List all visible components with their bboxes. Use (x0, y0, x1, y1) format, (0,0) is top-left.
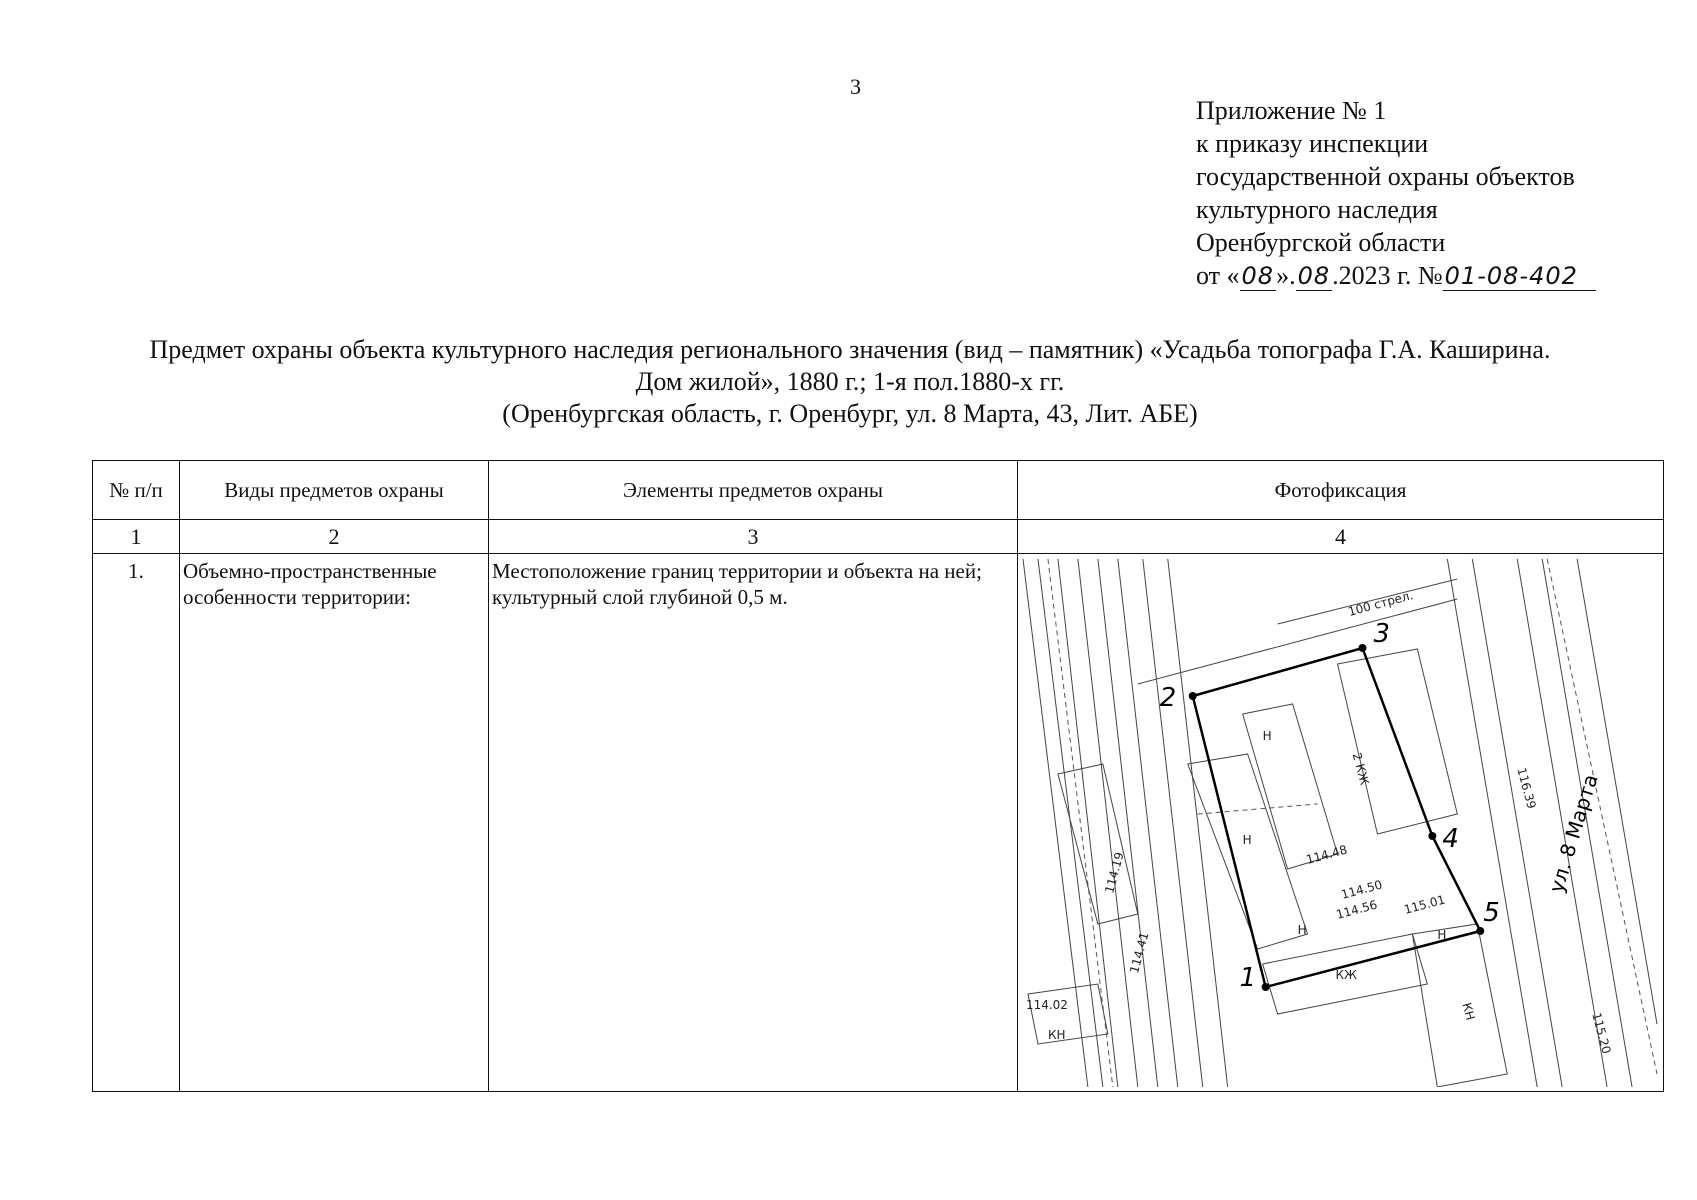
row-number: 1. (93, 554, 180, 1092)
element-item: культурный слой глубиной 0,5 м. (492, 585, 788, 609)
map-label: Н (1242, 832, 1252, 848)
map-label: Н (1297, 922, 1307, 938)
map-label: 114.50 (1339, 877, 1384, 902)
column-number: 4 (1018, 520, 1664, 554)
map-label: Н (1262, 728, 1272, 744)
column-number: 1 (93, 520, 180, 554)
page-number: 3 (850, 74, 861, 99)
order-month: 08 (1297, 262, 1331, 290)
protection-type: Объемно-пространственные особенности территории: (180, 554, 489, 1092)
boundary-point: 3 (1373, 618, 1390, 650)
map-label: 114.56 (1334, 897, 1379, 922)
column-number: 3 (489, 520, 1018, 554)
header-photo: Фотофиксация (1018, 461, 1664, 520)
map-label: Н (1437, 927, 1447, 943)
title-line: Предмет охраны объекта культурного наследия регионального значения (вид – памятник) «Усадьба топографа Г.А. Каширина. (149, 335, 1551, 364)
boundary-point: 2 (1159, 682, 1177, 714)
header-elements: Элементы предметов охраны (489, 461, 1018, 520)
appendix-block (1196, 94, 1596, 293)
table-row (93, 554, 1664, 1092)
order-year: .2023 г. № (1332, 261, 1443, 290)
map-label: КН (1459, 1001, 1478, 1022)
title-line: (Оренбургская область, г. Оренбург, ул. 8 Марта, 43, Лит. АБЕ) (502, 399, 1198, 428)
map-label: 100 стрел. (1346, 588, 1415, 619)
order-day: 08 (1241, 262, 1275, 290)
map-label: 114.02 (1025, 997, 1068, 1013)
header-type: Виды предметов охраны (180, 461, 489, 520)
map-label: 114.19 (1102, 850, 1127, 895)
date-mid: ». (1276, 261, 1296, 290)
header-number: № п/п (93, 461, 180, 520)
table-header-row (93, 461, 1664, 520)
appendix-line: Оренбургской области (1196, 228, 1446, 257)
map-label: 115.20 (1589, 1011, 1614, 1056)
map-label: 116.39 (1514, 766, 1539, 811)
document-title (60, 334, 1640, 430)
boundary-point: 1 (1239, 962, 1257, 994)
protection-subject-table (92, 460, 1664, 1092)
map-label: 2 КЖ (1349, 751, 1372, 787)
protection-elements (489, 554, 1018, 1092)
column-number-row (93, 520, 1664, 554)
date-prefix: от « (1196, 261, 1240, 290)
title-line: Дом жилой», 1880 г.; 1-я пол.1880-х гг. (635, 367, 1065, 396)
photo-cell (1018, 554, 1664, 1092)
appendix-line: Приложение № 1 (1196, 96, 1387, 125)
order-date-line (1196, 259, 1596, 293)
appendix-line: государственной охраны объектов (1196, 162, 1575, 191)
boundary-point: 4 (1442, 823, 1459, 855)
order-number: 01-08-402 (1443, 262, 1596, 291)
element-item: Местоположение границ территории и объекта на ней; (492, 559, 982, 583)
street-label: ул. 8 Марта (1544, 771, 1603, 896)
column-number: 2 (180, 520, 489, 554)
map-label: 114.48 (1304, 842, 1349, 867)
map-label: КН (1047, 1027, 1066, 1043)
map-label: 115.01 (1402, 892, 1447, 917)
appendix-line: культурного наследия (1196, 195, 1438, 224)
appendix-line: к приказу инспекции (1196, 129, 1429, 158)
map-label: 114.41 (1127, 930, 1152, 975)
boundary-point: 5 (1483, 897, 1500, 929)
map-label: КЖ (1335, 967, 1357, 983)
cadastral-map (1018, 554, 1663, 1087)
